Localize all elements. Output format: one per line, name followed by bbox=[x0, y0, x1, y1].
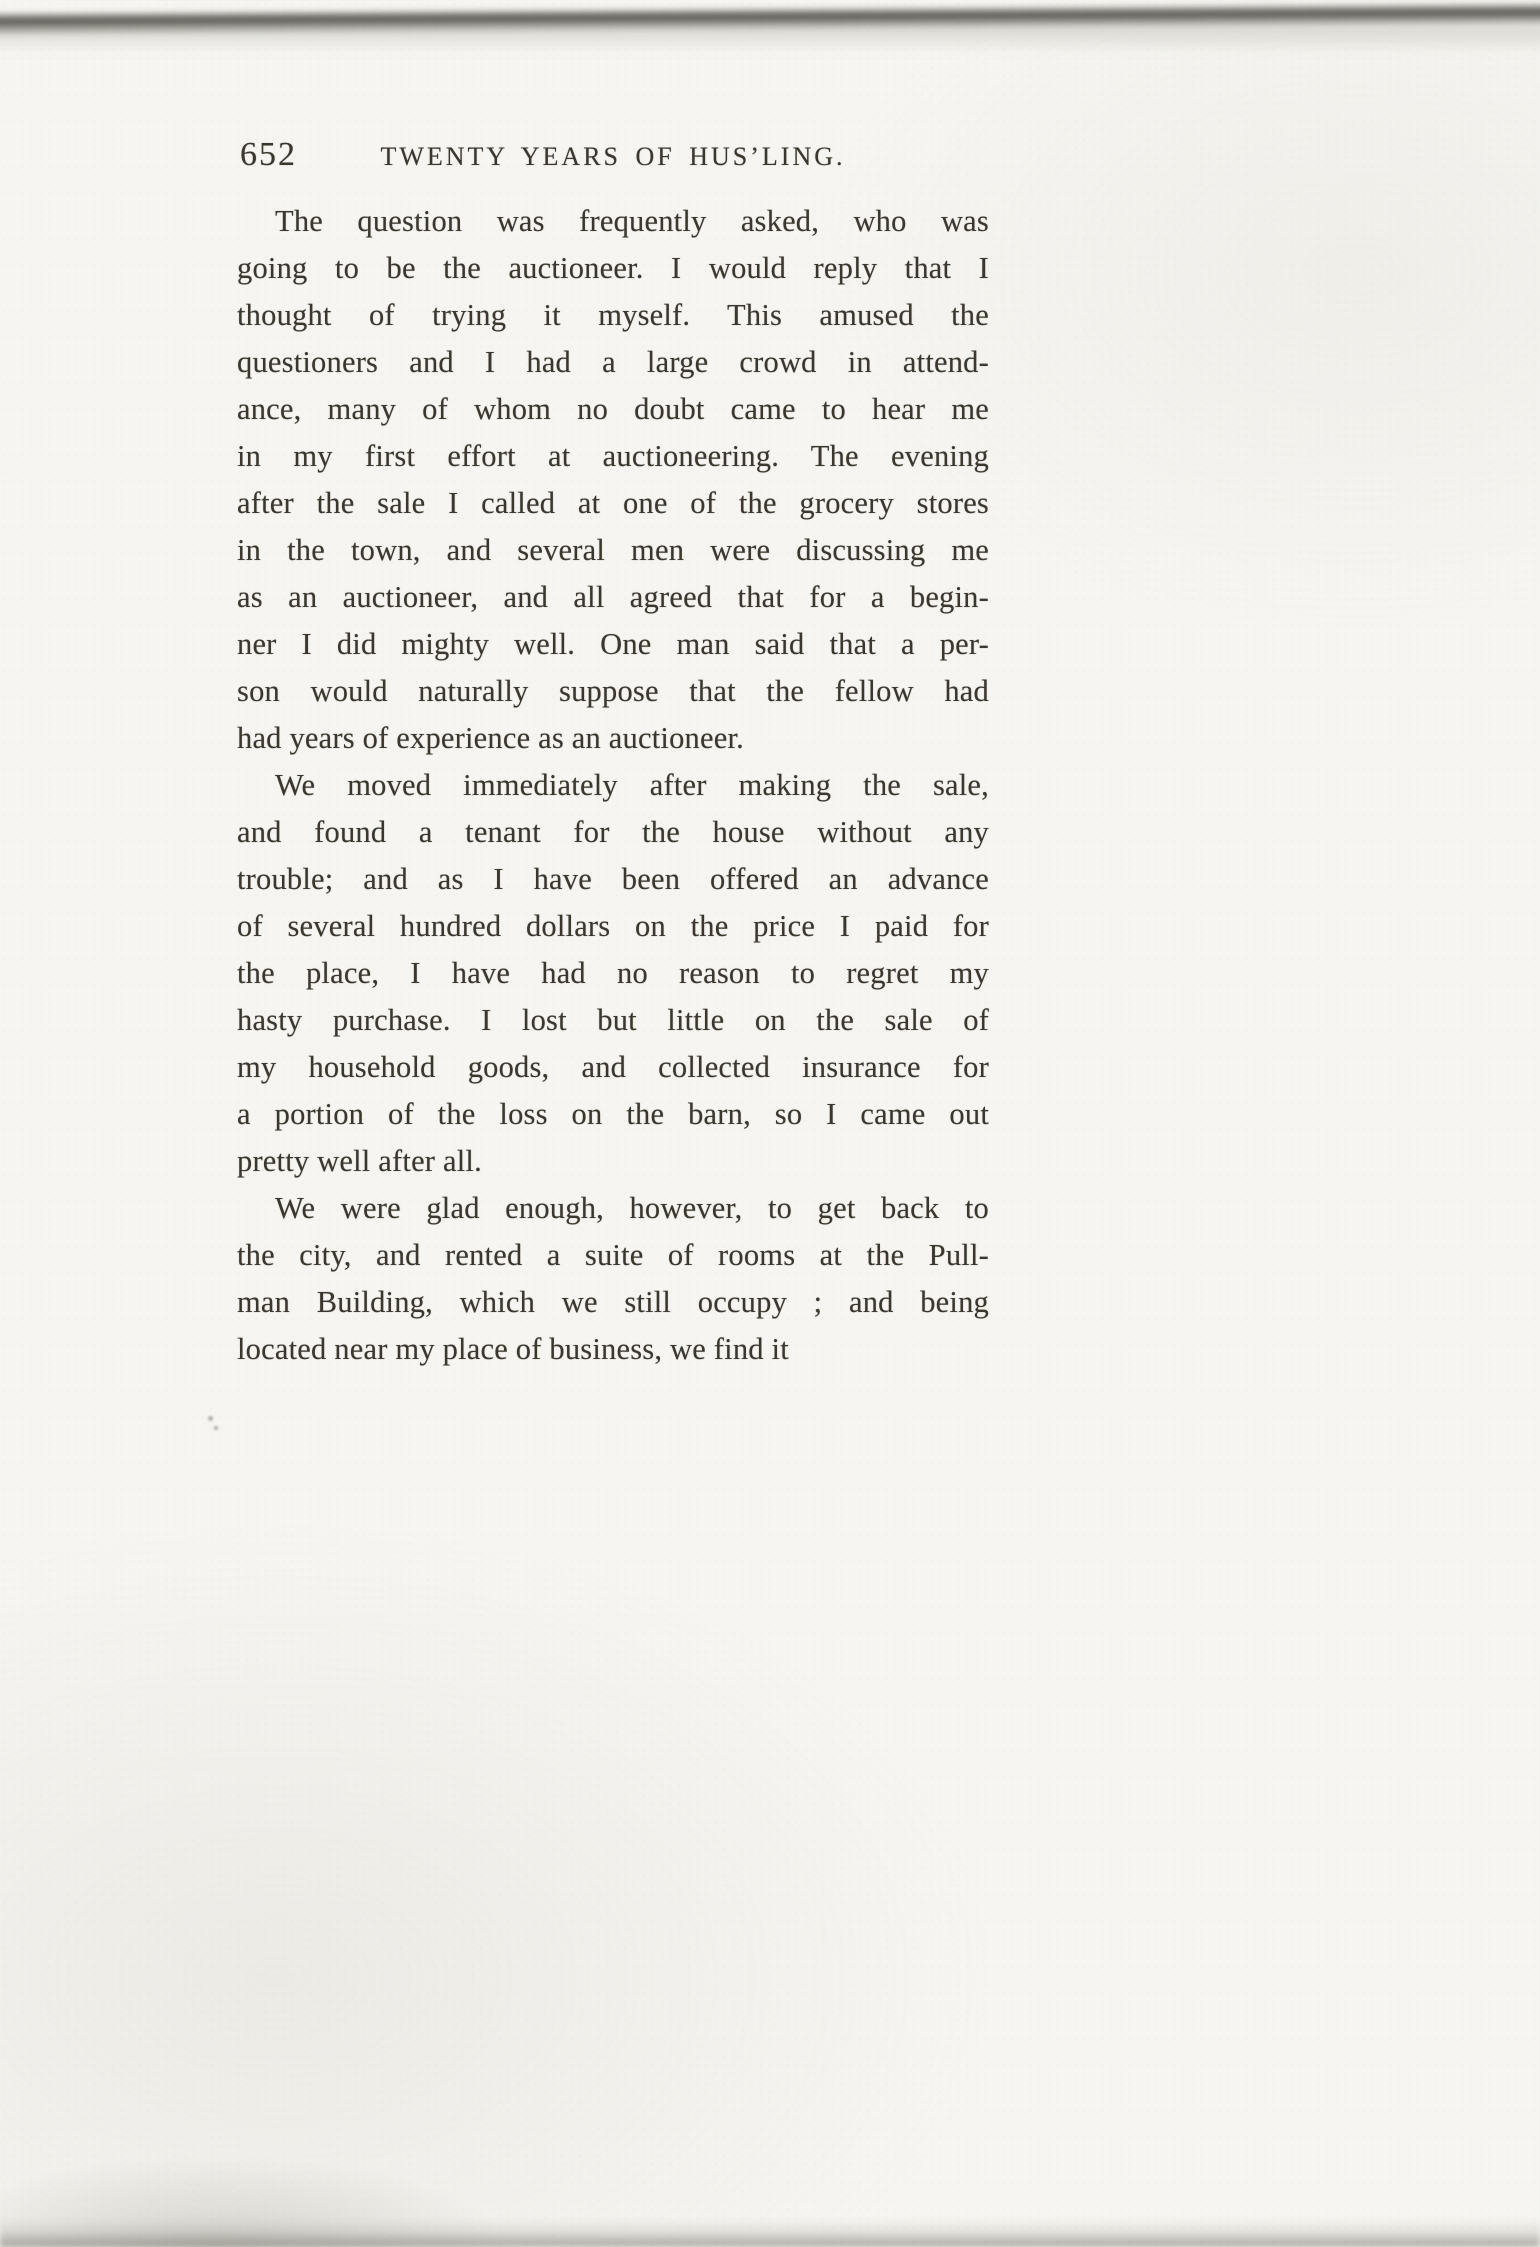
text-line: in my first effort at auctioneering. The evening bbox=[237, 439, 989, 473]
text-line: hasty purchase. I lost but little on the sale of bbox=[237, 1003, 989, 1037]
text-line: as an auctioneer, and all agreed that for a begin- bbox=[237, 580, 989, 614]
text-line: the city, and rented a suite of rooms at the Pull- bbox=[237, 1238, 989, 1272]
text-line: going to be the auctioneer. I would reply that I bbox=[237, 251, 989, 285]
scan-artifact-bottom-band bbox=[0, 2219, 1540, 2247]
text-line: questioners and I had a large crowd in attend- bbox=[237, 345, 989, 379]
text-line: The question was frequently asked, who was bbox=[275, 204, 989, 238]
text-line: ance, many of whom no doubt came to hear me bbox=[237, 392, 989, 426]
text-line: the place, I have had no reason to regret my bbox=[237, 956, 989, 990]
page-number: 652 bbox=[240, 136, 297, 173]
scan-speckle bbox=[214, 1426, 218, 1430]
text-line: ner I did mighty well. One man said that a per- bbox=[237, 627, 989, 661]
text-line: trouble; and as I have been offered an advance bbox=[237, 862, 989, 896]
text-line: We moved immediately after making the sale, bbox=[275, 768, 989, 802]
page-header bbox=[237, 130, 989, 174]
text-line: in the town, and several men were discussing me bbox=[237, 533, 989, 567]
text-line: a portion of the loss on the barn, so I came out bbox=[237, 1097, 989, 1131]
scan-speckle bbox=[208, 1416, 213, 1421]
body-text bbox=[237, 198, 989, 1373]
text-line: son would naturally suppose that the fellow had bbox=[237, 674, 989, 708]
text-line: had years of experience as an auctioneer. bbox=[237, 721, 744, 755]
text-line: located near my place of business, we find it bbox=[237, 1332, 789, 1366]
running-title: TWENTY YEARS OF HUS’LING. bbox=[380, 142, 846, 171]
text-line: man Building, which we still occupy ; and being bbox=[237, 1285, 989, 1319]
text-line: pretty well after all. bbox=[237, 1144, 482, 1178]
text-line: and found a tenant for the house without any bbox=[237, 815, 989, 849]
text-line: thought of trying it myself. This amused the bbox=[237, 298, 989, 332]
text-line: after the sale I called at one of the grocery stores bbox=[237, 486, 989, 520]
scan-artifact-top-haze bbox=[0, 26, 1540, 52]
text-line: We were glad enough, however, to get back to bbox=[275, 1191, 989, 1225]
text-line: of several hundred dollars on the price I paid for bbox=[237, 909, 989, 943]
text-line: my household goods, and collected insurance for bbox=[237, 1050, 989, 1084]
page-content bbox=[237, 130, 989, 1373]
